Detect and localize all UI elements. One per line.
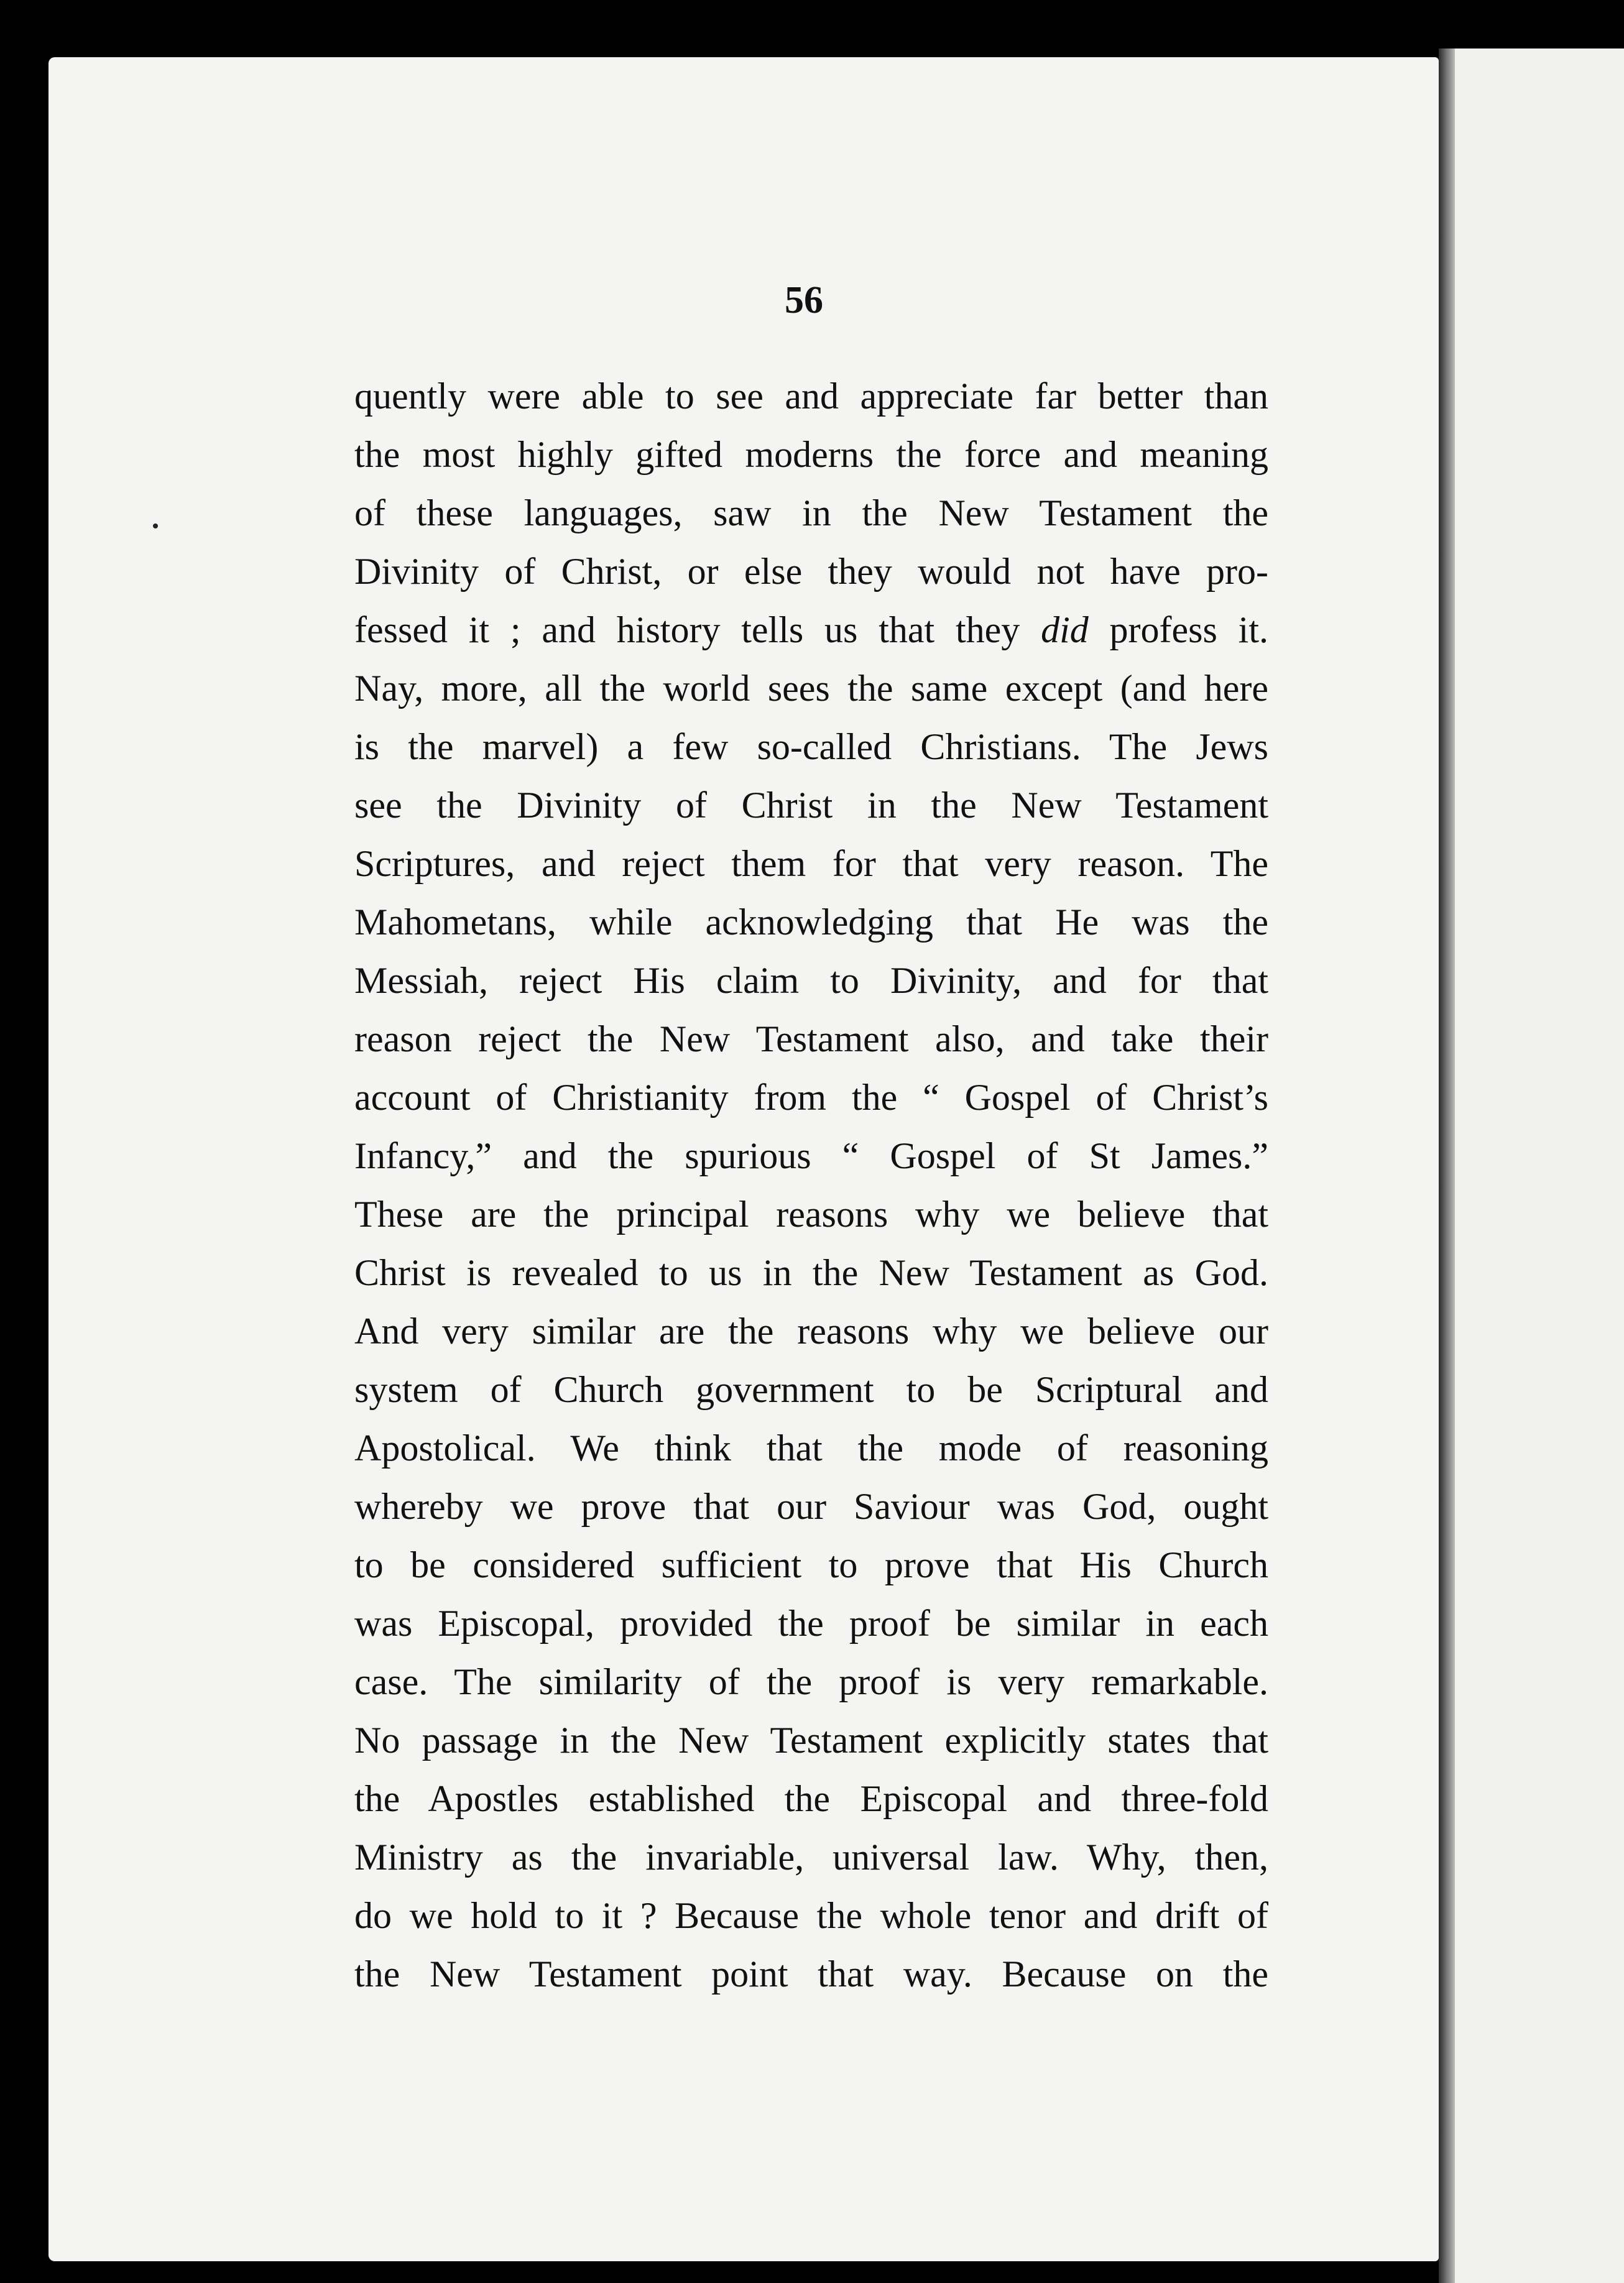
text-line: is the marvel) a few so-called Christians. The Jews [354,726,1268,767]
text-line: system of Church government to be Scriptural and [354,1369,1268,1410]
text-line: the New Testament point that way. Because on the [354,1953,1268,1995]
facing-page-edge [1439,48,1624,2283]
text-segment: fessed it ; and history tells us that they [354,609,1041,650]
text-segment: profess it. [1088,609,1268,650]
text-line: Scriptures, and reject them for that very reason. The [354,843,1268,884]
text-line: account of Christianity from the “ Gospel of Christ’s [354,1077,1268,1118]
text-line: Nay, more, all the world sees the same except (and here [354,668,1268,709]
text-line: case. The similarity of the proof is very remarkable. [354,1661,1268,1702]
text-line: of these languages, saw in the New Testament the [354,492,1268,533]
text-line: And very similar are the reasons why we believe our [354,1311,1268,1352]
text-line: to be considered sufficient to prove that His Church [354,1544,1268,1585]
text-line: the most highly gifted moderns the force and meaning [354,434,1268,475]
page-number: 56 [785,279,823,321]
body-text [354,367,1268,2003]
text-line: reason reject the New Testament also, and take their [354,1018,1268,1059]
text-line: Ministry as the invariable, universal law. Why, then, [354,1837,1268,1878]
italic-word: did [1041,609,1089,650]
text-line: the Apostles established the Episcopal and three-fold [354,1778,1268,1819]
text-line: Apostolical. We think that the mode of reasoning [354,1427,1268,1469]
text-line-with-italic [354,601,1268,659]
text-line: These are the principal reasons why we believe that [354,1194,1268,1235]
text-line: see the Divinity of Christ in the New Testament [354,785,1268,826]
text-line: No passage in the New Testament explicitly states that [354,1720,1268,1761]
text-line: do we hold to it ? Because the whole tenor and drift of [354,1895,1268,1936]
text-line: Mahometans, while acknowledging that He was the [354,902,1268,943]
text-line: was Episcopal, provided the proof be similar in each [354,1603,1268,1644]
text-line: whereby we prove that our Saviour was God, ought [354,1486,1268,1527]
text-line: Divinity of Christ, or else they would not have pro- [354,551,1268,592]
page-gutter-shadow [1439,48,1455,2283]
print-speck [153,523,158,528]
text-line: Messiah, reject His claim to Divinity, and for that [354,960,1268,1001]
text-line: Christ is revealed to us in the New Testament as God. [354,1252,1268,1293]
text-line: Infancy,” and the spurious “ Gospel of St James.” [354,1135,1268,1176]
text-line: quently were able to see and appreciate far better than [354,376,1268,417]
